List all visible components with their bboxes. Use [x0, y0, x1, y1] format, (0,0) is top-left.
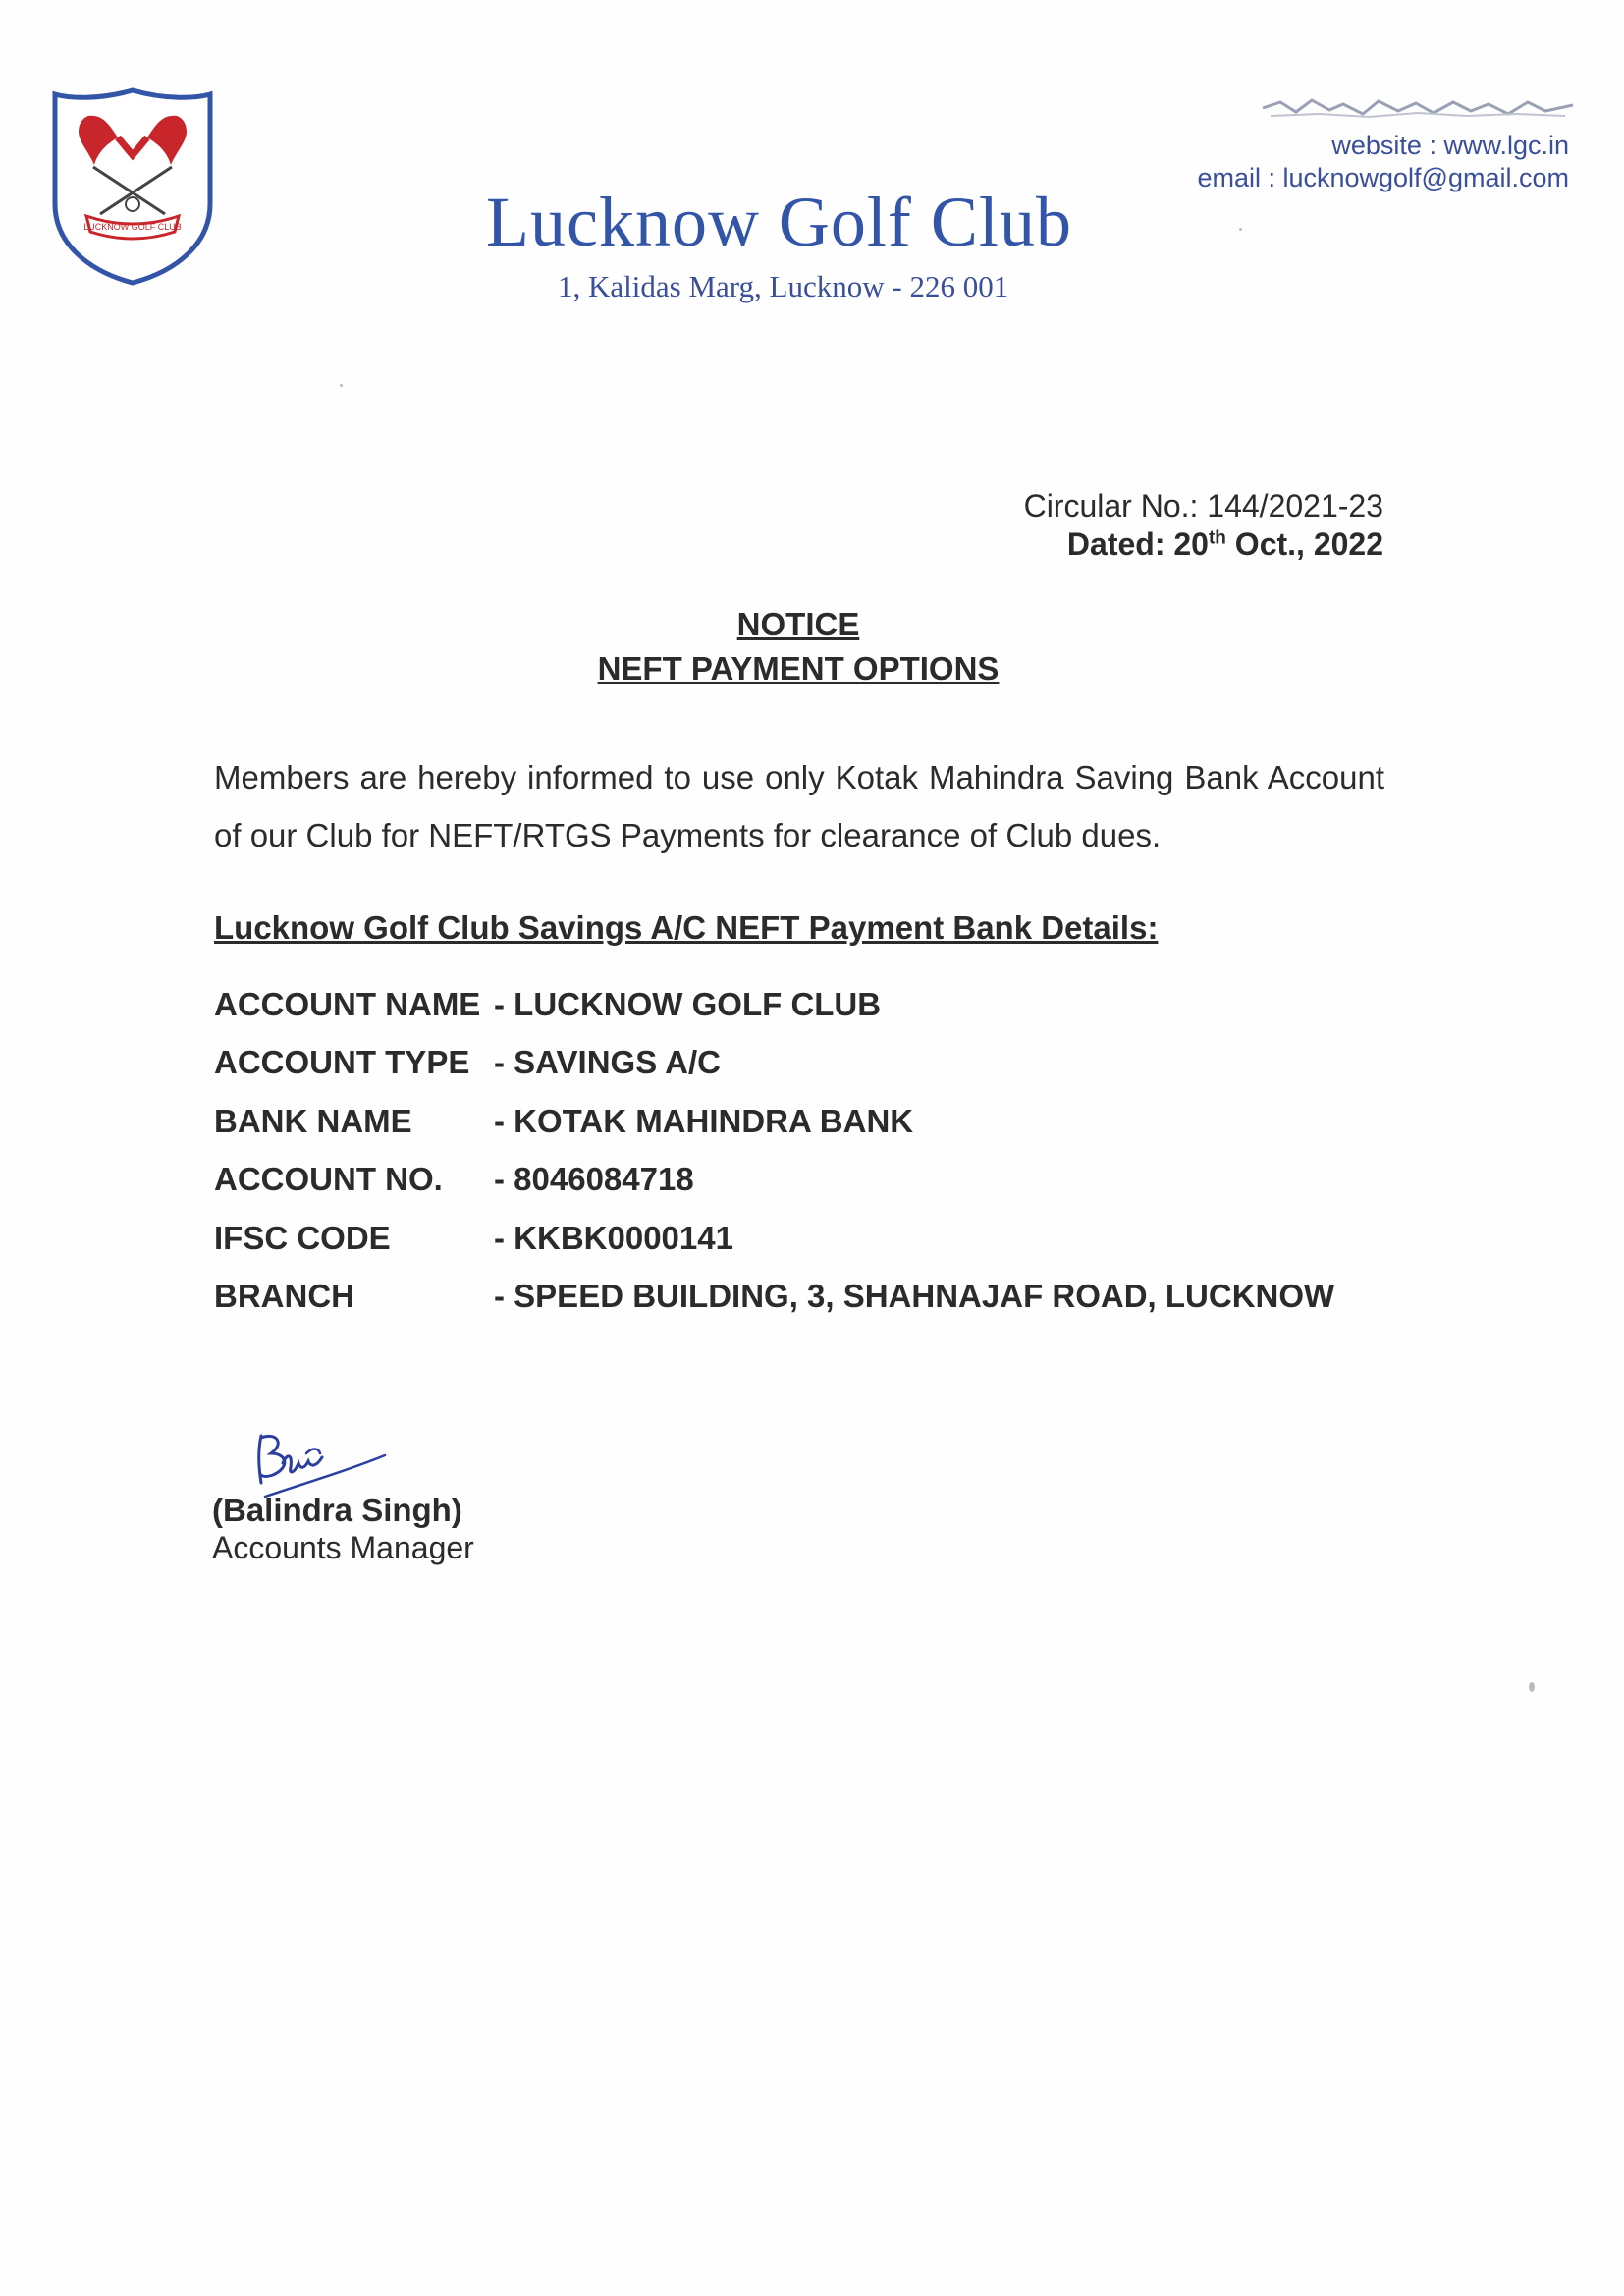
circular-number: Circular No.: 144/2021-23 [1023, 488, 1383, 523]
detail-label: BRANCH [214, 1278, 354, 1314]
club-logo [49, 86, 216, 288]
signatory-name: (Balindra Singh) [212, 1492, 462, 1528]
club-email: email : lucknowgolf@gmail.com [1197, 163, 1569, 192]
scan-speck [1529, 1682, 1535, 1692]
club-website: website : www.lgc.in [1331, 131, 1569, 160]
club-address: 1, Kalidas Marg, Lucknow - 226 001 [558, 269, 1009, 303]
scan-speck [340, 384, 343, 387]
detail-value: - SPEED BUILDING, 3, SHAHNAJAF ROAD, LUCKNOW [494, 1278, 1335, 1314]
date-main: Dated: 20 [1066, 526, 1209, 562]
smudged-text-mark [1261, 94, 1575, 122]
detail-value: - LUCKNOW GOLF CLUB [494, 986, 882, 1022]
circular-date [1067, 526, 1383, 563]
detail-label: ACCOUNT TYPE [214, 1044, 470, 1080]
notice-title: NOTICE [736, 606, 860, 642]
date-ordinal: th [1208, 527, 1226, 549]
detail-value: - SAVINGS A/C [494, 1044, 722, 1080]
detail-value: - KKBK0000141 [494, 1220, 733, 1256]
notice-body: Members are hereby informed to use only Kotak Mahindra Saving Bank Account of our Club for NEFT/RTGS Payments for clearance of Club dues. [214, 759, 1384, 853]
detail-label: ACCOUNT NO. [214, 1161, 443, 1197]
detail-value: - KOTAK MAHINDRA BANK [494, 1103, 914, 1139]
bank-details-heading: Lucknow Golf Club Savings A/C NEFT Payment Bank Details: [214, 909, 1159, 946]
detail-label: ACCOUNT NAME [214, 986, 481, 1022]
detail-label: IFSC CODE [214, 1220, 391, 1256]
detail-label: BANK NAME [214, 1103, 412, 1139]
signatory-title: Accounts Manager [212, 1530, 474, 1565]
logo-text: LUCKNOW GOLF CLUB [83, 222, 182, 232]
notice-subtitle: NEFT PAYMENT OPTIONS [597, 650, 1000, 686]
detail-value: - 8046084718 [494, 1161, 694, 1197]
scan-speck [1239, 228, 1242, 231]
date-rest: Oct., 2022 [1225, 526, 1383, 562]
handwritten-signature [247, 1424, 395, 1503]
club-name: Lucknow Golf Club [486, 183, 1072, 261]
